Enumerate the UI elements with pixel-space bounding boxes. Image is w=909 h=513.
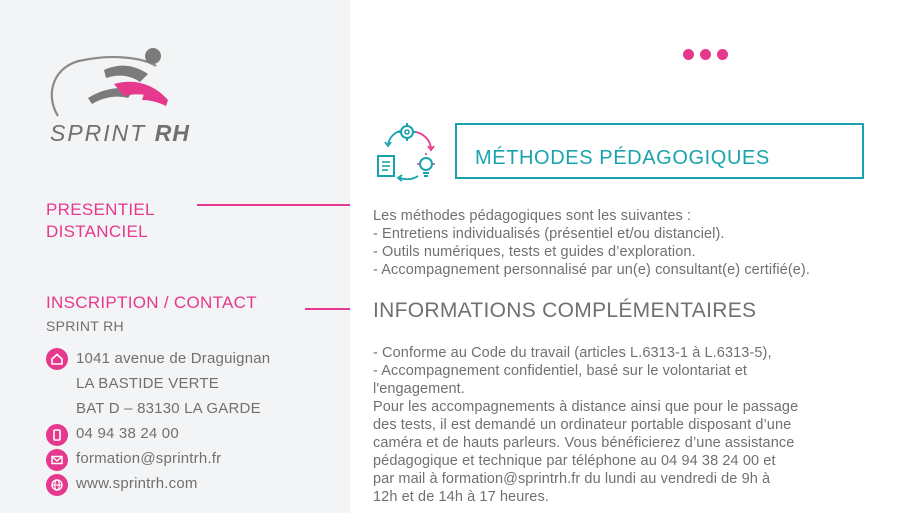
mode-presentiel: PRESENTIEL [46,200,155,219]
sidebar [0,0,350,513]
methods-line: - Accompagnement personnalisé par un(e) consultant(e) certifié(e). [373,262,810,278]
contact-phone [46,421,179,446]
company-name: SPRINT RH [46,318,124,334]
contact-website [46,471,198,496]
address-line-3: BAT D – 83130 LA GARDE [76,400,261,417]
email-link[interactable]: formation@sprintrh.fr [76,450,222,467]
methods-text [373,207,810,279]
contact-address [46,346,270,421]
mail-icon [46,449,68,471]
methods-line: - Entretiens individualisés (présentiel et/ou distanciel). [373,226,725,242]
address-line-1: 1041 avenue de Draguignan [76,350,271,367]
contact-title: INSCRIPTION / CONTACT [46,293,257,312]
info-line: caméra et de hauts parleurs. Vous bénéficierez d’une assistance [373,435,795,451]
divider-contact [305,308,350,310]
globe-icon [46,474,68,496]
divider-modes [197,204,350,206]
info-line: pédagogique et technique par téléphone au 04 94 38 24 00 et [373,453,776,469]
home-icon [46,348,68,370]
info-title: INFORMATIONS COMPLÉMENTAIRES [373,299,757,322]
address-line-2: LA BASTIDE VERTE [76,375,219,392]
runner-logo-icon [44,44,204,124]
decorative-dots [683,49,728,60]
info-line: - Conforme au Code du travail (articles L.6313-1 à L.6313-5), [373,345,772,361]
methods-line: Les méthodes pédagogiques sont les suivantes : [373,208,692,224]
info-line: par mail à formation@sprintrh.fr du lundi au vendredi de 9h à [373,471,771,487]
phone-icon [46,424,68,446]
logo-wordmark: SPRINT RH [50,120,190,146]
info-line: 12h et de 14h à 17 heures. [373,489,549,505]
methods-line: - Outils numériques, tests et guides d’exploration. [373,244,696,260]
phone-number[interactable]: 04 94 38 24 00 [76,425,179,442]
delivery-modes [46,199,155,243]
contact-email [46,446,221,471]
mode-distanciel: DISTANCIEL [46,222,148,241]
info-line: l'engagement. [373,381,465,397]
gears-cycle-icon [374,122,438,186]
sprint-rh-logo [44,44,204,154]
methods-title: MÉTHODES PÉDAGOGIQUES [475,147,770,169]
info-line: des tests, il est demandé un ordinateur portable disposant d’une [373,417,792,433]
methods-title-box [455,123,864,179]
info-line: - Accompagnement confidentiel, basé sur le volontariat et [373,363,748,379]
info-text [373,344,898,506]
website-link[interactable]: www.sprintrh.com [76,475,198,492]
info-line: Pour les accompagnements à distance ainsi que pour le passage [373,399,799,415]
